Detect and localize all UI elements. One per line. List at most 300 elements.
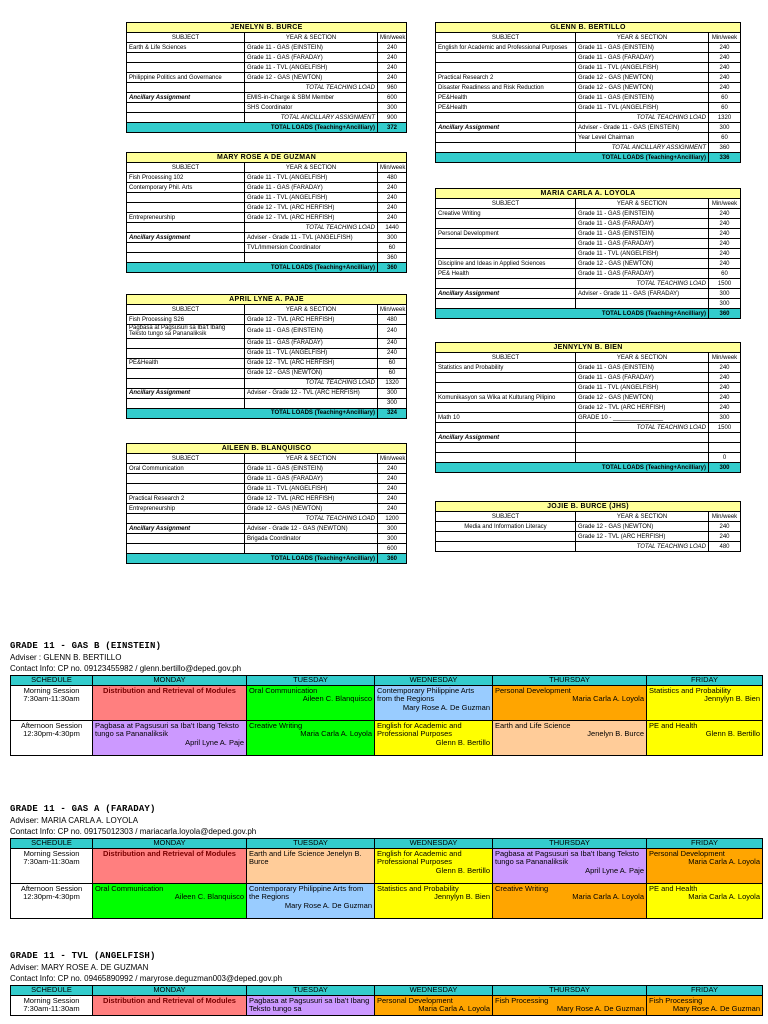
class-cell xyxy=(647,721,763,756)
section-title: GRADE 11 - GAS A (FARADAY) xyxy=(10,804,156,814)
schedule-header-cell: TUESDAY xyxy=(247,676,375,686)
load-row xyxy=(436,279,741,289)
col-min-week: Min/week xyxy=(378,454,407,464)
minutes-cell: 240 xyxy=(378,43,407,53)
subject-cell xyxy=(436,532,576,542)
minutes-cell: 360 xyxy=(378,253,407,263)
year-section-cell: Grade 11 - GAS (FARADAY) xyxy=(245,53,378,63)
subject-name: Personal Development xyxy=(495,686,571,695)
subject-name: Pagbasa at Pagsusuri sa Iba't Ibang Tekstо tungo sa Pananaliksik xyxy=(95,721,239,739)
year-section-cell: Grade 11 - TVL (ANGELFISH) xyxy=(245,63,378,73)
minutes-cell: 240 xyxy=(709,209,741,219)
session-label: Morning Session 7:30am-11:30am xyxy=(11,686,93,721)
year-section-cell: Grade 12 - GAS (NEWTON) xyxy=(245,368,378,378)
subject-name: Creative Writing xyxy=(495,884,549,893)
minutes-cell: 240 xyxy=(709,229,741,239)
minutes-cell: 300 xyxy=(378,103,407,113)
col-min-week: Min/week xyxy=(378,163,407,173)
subject-cell xyxy=(127,243,245,253)
minutes-cell: 240 xyxy=(378,464,407,474)
subject-name: PE and Health xyxy=(649,721,698,730)
minutes-cell: 240 xyxy=(378,63,407,73)
minutes-cell: 240 xyxy=(378,193,407,203)
class-cell xyxy=(375,849,493,884)
subject-name: Distribution and Retrieval of Modules xyxy=(103,686,236,695)
subject-name: Statistics and Probability xyxy=(649,686,731,695)
minutes-cell: 60 xyxy=(378,358,407,368)
contact-line: Contact Info: CP no. 09175012303 / mariacarla.loyola@deped.gov.ph xyxy=(10,827,257,836)
contact-line: Contact Info: CP no. 09465890992 / maryrose.deguzman003@deped.gov.ph xyxy=(10,974,283,983)
adviser-line: Adviser: MARIA CARLA A. LOYOLA xyxy=(10,816,139,825)
class-cell xyxy=(647,996,763,1016)
schedule-header-cell: SCHEDULE xyxy=(11,986,93,996)
minutes-cell: 240 xyxy=(709,363,741,373)
minutes-cell: 300 xyxy=(709,123,741,133)
load-row xyxy=(127,243,407,253)
load-row xyxy=(127,534,407,544)
class-cell xyxy=(493,884,647,919)
subject-cell: Math 10 xyxy=(436,413,576,423)
subject-cell: Entrepreneurship xyxy=(127,213,245,223)
year-section-cell: Grade 11 - GAS (EINSTEIN) xyxy=(576,209,709,219)
minutes-cell: 240 xyxy=(378,348,407,358)
minutes-cell xyxy=(709,443,741,453)
minutes-cell: 300 xyxy=(378,534,407,544)
class-cell xyxy=(375,686,493,721)
year-section-cell: Year Level Chairman xyxy=(576,133,709,143)
class-cell xyxy=(93,884,247,919)
subject-cell xyxy=(127,398,245,408)
subject-cell xyxy=(127,514,245,524)
session-label: Morning Session 7:30am-11:30am xyxy=(11,849,93,884)
load-row xyxy=(127,183,407,193)
total-loads-value: 336 xyxy=(709,153,741,163)
class-cell xyxy=(647,849,763,884)
teacher-name: JENNYLYN B. BIEN xyxy=(436,343,741,353)
subject-cell: Creative Writing xyxy=(436,209,576,219)
subject-cell xyxy=(436,113,576,123)
subject-cell xyxy=(127,544,245,554)
teacher-name: Aileen C. Blanquisco xyxy=(302,694,372,704)
load-row xyxy=(127,93,407,103)
minutes-cell: 300 xyxy=(709,289,741,299)
load-row xyxy=(127,388,407,398)
col-year-section: YEAR & SECTION xyxy=(245,163,378,173)
subject-cell xyxy=(127,534,245,544)
class-cell xyxy=(93,996,247,1016)
col-subject: SUBJECT xyxy=(436,199,576,209)
minutes-cell: 60 xyxy=(378,243,407,253)
load-row xyxy=(127,494,407,504)
adviser-line: Adviser: MARY ROSE A. DE GUZMAN xyxy=(10,963,149,972)
load-row xyxy=(436,53,741,63)
year-section-cell: Grade 11 - GAS (EINSTEIN) xyxy=(245,43,378,53)
session-row xyxy=(11,996,763,1016)
subject-name: English for Academic and Professional Purposes xyxy=(377,721,462,739)
class-cell xyxy=(247,884,375,919)
teacher-name: Maria Carla A. Loyola xyxy=(572,694,644,704)
teacher-load-table xyxy=(435,342,741,473)
load-row xyxy=(436,532,741,542)
year-section-cell: Adviser - Grade 12 - GAS (NEWTON) xyxy=(245,524,378,534)
minutes-cell: 60 xyxy=(709,133,741,143)
subject-cell: Contemporary Phil. Arts xyxy=(127,183,245,193)
subject-cell: Ancillary Assignment xyxy=(436,289,576,299)
total-loads-value: 324 xyxy=(378,408,407,418)
subject-cell xyxy=(127,223,245,233)
subject-cell xyxy=(127,484,245,494)
col-subject: SUBJECT xyxy=(436,33,576,43)
load-row xyxy=(127,233,407,243)
subject-name: Fish Processing xyxy=(649,996,703,1005)
subject-cell xyxy=(436,53,576,63)
subject-cell xyxy=(436,299,576,309)
load-row xyxy=(436,113,741,123)
year-section-cell: Adviser - Grade 11 - GAS (FARADAY) xyxy=(576,289,709,299)
load-row xyxy=(436,209,741,219)
subject-name: Oral Communication xyxy=(95,884,164,893)
load-row xyxy=(127,73,407,83)
subject-cell: PE&Health xyxy=(436,103,576,113)
load-row xyxy=(436,542,741,552)
year-section-cell: TOTAL ANCILLARY ASSIGNMENT xyxy=(245,113,378,123)
teacher-load-table xyxy=(126,22,407,133)
load-row xyxy=(436,373,741,383)
class-cell xyxy=(647,884,763,919)
year-section-cell: Grade 12 - TVL (ARC HERFISH) xyxy=(245,358,378,368)
load-row xyxy=(436,239,741,249)
year-section-cell: Grade 12 - GAS (NEWTON) xyxy=(576,259,709,269)
teacher-name: Glenn B. Bertillo xyxy=(435,737,490,747)
load-row xyxy=(436,413,741,423)
teacher-load-table xyxy=(435,188,741,319)
load-row xyxy=(436,249,741,259)
minutes-cell: 300 xyxy=(378,398,407,408)
load-row xyxy=(436,43,741,53)
session-row xyxy=(11,721,763,756)
schedule-header-cell: SCHEDULE xyxy=(11,676,93,686)
subject-cell: Fish Processing 102 xyxy=(127,173,245,183)
minutes-cell: 480 xyxy=(709,542,741,552)
year-section-cell xyxy=(245,253,378,263)
subject-cell: Disaster Readiness and Risk Reduction xyxy=(436,83,576,93)
subject-cell xyxy=(436,133,576,143)
subject-name: Fish Processing xyxy=(495,996,549,1005)
schedule-header-cell: TUESDAY xyxy=(247,986,375,996)
session-label: Morning Session 7:30am-11:30am xyxy=(11,996,93,1016)
load-row xyxy=(127,213,407,223)
schedule-header-cell: WEDNESDAY xyxy=(375,986,493,996)
subject-cell xyxy=(436,373,576,383)
total-loads-label: TOTAL LOADS (Teaching+Ancilliary) xyxy=(127,123,378,133)
minutes-cell: 240 xyxy=(709,532,741,542)
minutes-cell: 240 xyxy=(709,249,741,259)
subject-cell: PE& Health xyxy=(436,269,576,279)
minutes-cell: 240 xyxy=(709,522,741,532)
minutes-cell: 960 xyxy=(378,83,407,93)
class-schedule-block xyxy=(10,950,763,1016)
subject-cell: Ancillary Assignment xyxy=(127,233,245,243)
load-row xyxy=(436,363,741,373)
minutes-cell: 900 xyxy=(378,113,407,123)
subject-cell xyxy=(127,348,245,358)
col-subject: SUBJECT xyxy=(127,305,245,315)
minutes-cell: 300 xyxy=(378,388,407,398)
weekly-schedule-table xyxy=(10,675,763,756)
class-cell xyxy=(375,996,493,1016)
load-row xyxy=(127,514,407,524)
teacher-name: GLENN B. BERTILLO xyxy=(436,23,741,33)
contact-line: Contact Info: CP no. 09123455982 / glenn.bertillo@deped.gov.ph xyxy=(10,664,242,673)
class-cell xyxy=(493,686,647,721)
class-cell xyxy=(375,884,493,919)
col-subject: SUBJECT xyxy=(436,353,576,363)
schedule-header-cell: THURSDAY xyxy=(493,839,647,849)
subject-name: Oral Communication xyxy=(249,686,318,695)
load-row xyxy=(127,544,407,554)
minutes-cell: 240 xyxy=(709,373,741,383)
col-year-section: YEAR & SECTION xyxy=(576,33,709,43)
subject-cell: Statistics and Probability xyxy=(436,363,576,373)
teacher-name: Maria Carla A. Loyola xyxy=(418,1004,490,1014)
col-min-week: Min/week xyxy=(709,199,741,209)
teacher-name: Glenn B. Bertillo xyxy=(435,865,490,875)
teacher-name: April Lyne A. Paje xyxy=(585,865,644,875)
subject-name: Pagbasa at Pagsusuri sa Iba't Ibang Tekstо tungo sa xyxy=(249,996,370,1014)
minutes-cell: 1500 xyxy=(709,279,741,289)
year-section-cell: Brigada Coordinator xyxy=(245,534,378,544)
minutes-cell: 240 xyxy=(378,338,407,348)
year-section-cell: Grade 12 - GAS (NEWTON) xyxy=(245,504,378,514)
class-schedule-block xyxy=(10,640,763,756)
teacher-load-table xyxy=(126,294,407,419)
minutes-cell xyxy=(709,433,741,443)
subject-cell: Oral Communication xyxy=(127,464,245,474)
col-year-section: YEAR & SECTION xyxy=(245,305,378,315)
load-row xyxy=(127,368,407,378)
load-row xyxy=(436,63,741,73)
minutes-cell: 60 xyxy=(709,269,741,279)
teacher-name: Maria Carla A. Loyola xyxy=(688,857,760,867)
year-section-cell xyxy=(245,544,378,554)
col-min-week: Min/week xyxy=(378,33,407,43)
year-section-cell: Grade 11 - TVL (ANGELFISH) xyxy=(576,63,709,73)
col-year-section: YEAR & SECTION xyxy=(576,512,709,522)
subject-name: Personal Development xyxy=(377,996,453,1005)
load-row xyxy=(436,393,741,403)
subject-cell xyxy=(127,103,245,113)
minutes-cell: 360 xyxy=(709,143,741,153)
total-loads-value: 300 xyxy=(709,463,741,473)
class-cell xyxy=(493,996,647,1016)
load-row xyxy=(436,522,741,532)
weekly-schedule-table xyxy=(10,985,763,1016)
load-row xyxy=(436,403,741,413)
year-section-cell: Grade 12 - TVL (ARC HERFISH) xyxy=(245,203,378,213)
minutes-cell: 600 xyxy=(378,544,407,554)
subject-cell xyxy=(127,253,245,263)
load-row xyxy=(436,453,741,463)
load-row xyxy=(436,383,741,393)
year-section-cell: Grade 11 - GAS (FARADAY) xyxy=(245,183,378,193)
load-row xyxy=(127,504,407,514)
subject-cell xyxy=(436,249,576,259)
total-loads-value: 360 xyxy=(709,309,741,319)
minutes-cell: 240 xyxy=(378,213,407,223)
load-row xyxy=(436,423,741,433)
minutes-cell: 60 xyxy=(709,103,741,113)
load-row xyxy=(127,113,407,123)
schedule-header-cell: WEDNESDAY xyxy=(375,676,493,686)
minutes-cell: 60 xyxy=(378,368,407,378)
minutes-cell: 1320 xyxy=(378,378,407,388)
teacher-name: Jenelyn B. Burce xyxy=(587,729,644,739)
adviser-line: Adviser : GLENN B. BERTILLO xyxy=(10,653,122,662)
teacher-load-table xyxy=(126,443,407,564)
load-row xyxy=(127,378,407,388)
class-cell xyxy=(247,721,375,756)
year-section-cell: Grade 12 - GAS (NEWTON) xyxy=(576,83,709,93)
minutes-cell: 240 xyxy=(378,494,407,504)
load-row xyxy=(436,133,741,143)
subject-cell xyxy=(127,113,245,123)
teacher-name: MARIA CARLA A. LOYOLA xyxy=(436,189,741,199)
year-section-cell: TOTAL TEACHING LOAD xyxy=(576,542,709,552)
year-section-cell: Adviser - Grade 11 - TVL (ANGELFISH) xyxy=(245,233,378,243)
load-row xyxy=(127,398,407,408)
year-section-cell: Grade 11 - GAS (FARADAY) xyxy=(245,338,378,348)
year-section-cell: Grade 12 - TVL (ARC HERFISH) xyxy=(245,213,378,223)
teacher-name: Aileen C. Blanquisco xyxy=(174,892,244,902)
section-title: GRADE 11 - TVL (ANGELFISH) xyxy=(10,951,156,961)
schedule-header-cell: MONDAY xyxy=(93,676,247,686)
teacher-name: APRIL LYNE A. PAJE xyxy=(127,295,407,305)
subject-cell xyxy=(127,203,245,213)
year-section-cell: Grade 12 - GAS (NEWTON) xyxy=(576,393,709,403)
class-cell xyxy=(247,996,375,1016)
subject-cell xyxy=(436,143,576,153)
subject-cell xyxy=(436,443,576,453)
teacher-name: Jennylyn B. Bien xyxy=(434,892,490,902)
subject-name: English for Academic and Professional Purposes xyxy=(377,849,462,867)
subject-cell xyxy=(127,368,245,378)
year-section-cell: Grade 11 - GAS (EINSTEIN) xyxy=(576,363,709,373)
minutes-cell: 240 xyxy=(378,73,407,83)
teacher-load-table xyxy=(435,501,741,552)
subject-cell xyxy=(127,63,245,73)
load-row xyxy=(127,193,407,203)
minutes-cell: 300 xyxy=(378,524,407,534)
subject-cell: English for Academic and Professional Purposes xyxy=(436,43,576,53)
subject-cell: Media and Information Literacy xyxy=(436,522,576,532)
load-row xyxy=(436,229,741,239)
class-cell xyxy=(493,721,647,756)
year-section-cell xyxy=(245,398,378,408)
schedule-header-cell: FRIDAY xyxy=(647,986,763,996)
minutes-cell: 240 xyxy=(378,203,407,213)
year-section-cell: Grade 11 - GAS (FARADAY) xyxy=(576,239,709,249)
load-row xyxy=(436,219,741,229)
load-row xyxy=(436,433,741,443)
subject-cell xyxy=(436,383,576,393)
year-section-cell: Grade 11 - TVL (ANGELFISH) xyxy=(245,484,378,494)
col-subject: SUBJECT xyxy=(127,33,245,43)
subject-name: PE and Health xyxy=(649,884,698,893)
load-row xyxy=(127,53,407,63)
year-section-cell: Adviser - Grade 12 - TVL (ARC HERFISH) xyxy=(245,388,378,398)
load-row xyxy=(436,73,741,83)
schedule-header-cell: MONDAY xyxy=(93,839,247,849)
subject-name: Distribution and Retrieval of Modules xyxy=(103,996,236,1005)
subject-cell: Ancillary Assignment xyxy=(436,123,576,133)
class-cell xyxy=(93,849,247,884)
load-row xyxy=(127,203,407,213)
load-row xyxy=(127,173,407,183)
session-label: Afternoon Session 12:30pm-4:30pm xyxy=(11,884,93,919)
total-loads-label: TOTAL LOADS (Teaching+Ancilliary) xyxy=(127,554,378,564)
load-row xyxy=(436,289,741,299)
minutes-cell: 240 xyxy=(709,63,741,73)
year-section-cell: Grade 12 - GAS (NEWTON) xyxy=(245,73,378,83)
load-row xyxy=(127,484,407,494)
minutes-cell: 240 xyxy=(378,325,407,339)
minutes-cell: 240 xyxy=(378,183,407,193)
minutes-cell: 240 xyxy=(378,474,407,484)
year-section-cell: Grade 11 - GAS (EINSTEIN) xyxy=(576,229,709,239)
subject-cell: PE&Health xyxy=(127,358,245,368)
year-section-cell: TOTAL TEACHING LOAD xyxy=(245,223,378,233)
load-row xyxy=(436,299,741,309)
schedule-header-cell: THURSDAY xyxy=(493,986,647,996)
col-year-section: YEAR & SECTION xyxy=(576,353,709,363)
subject-cell: Practical Research 2 xyxy=(127,494,245,504)
subject-name: Creative Writing xyxy=(249,721,303,730)
load-row xyxy=(436,143,741,153)
teacher-name: Maria Carla A. Loyola xyxy=(572,892,644,902)
schedule-header-cell: MONDAY xyxy=(93,986,247,996)
subject-cell xyxy=(436,403,576,413)
teacher-name: April Lyne A. Paje xyxy=(185,737,244,747)
teacher-name: JENELYN B. BURCE xyxy=(127,23,407,33)
load-row xyxy=(127,253,407,263)
subject-cell: Discipline and Ideas in Applied Sciences xyxy=(436,259,576,269)
class-schedule-block xyxy=(10,803,763,919)
col-min-week: Min/week xyxy=(709,512,741,522)
minutes-cell: 1320 xyxy=(709,113,741,123)
load-row xyxy=(127,223,407,233)
schedule-header-cell: THURSDAY xyxy=(493,676,647,686)
year-section-cell xyxy=(576,299,709,309)
minutes-cell: 300 xyxy=(709,299,741,309)
total-loads-value: 372 xyxy=(378,123,407,133)
year-section-cell: TOTAL TEACHING LOAD xyxy=(576,279,709,289)
minutes-cell: 240 xyxy=(709,393,741,403)
year-section-cell: TOTAL TEACHING LOAD xyxy=(245,514,378,524)
minutes-cell: 300 xyxy=(709,413,741,423)
load-row xyxy=(127,83,407,93)
teacher-name: Jennylyn B. Bien xyxy=(704,694,760,704)
year-section-cell: TOTAL TEACHING LOAD xyxy=(245,378,378,388)
year-section-cell: Grade 11 - GAS (EINSTEIN) xyxy=(245,325,378,339)
load-row xyxy=(127,103,407,113)
subject-cell xyxy=(436,542,576,552)
minutes-cell: 240 xyxy=(378,504,407,514)
teacher-name: Maria Carla A. Loyola xyxy=(300,729,372,739)
session-label: Afternoon Session 12:30pm-4:30pm xyxy=(11,721,93,756)
minutes-cell: 240 xyxy=(709,43,741,53)
load-row xyxy=(127,358,407,368)
teacher-name: JOJIE B. BURCE (JHS) xyxy=(436,502,741,512)
